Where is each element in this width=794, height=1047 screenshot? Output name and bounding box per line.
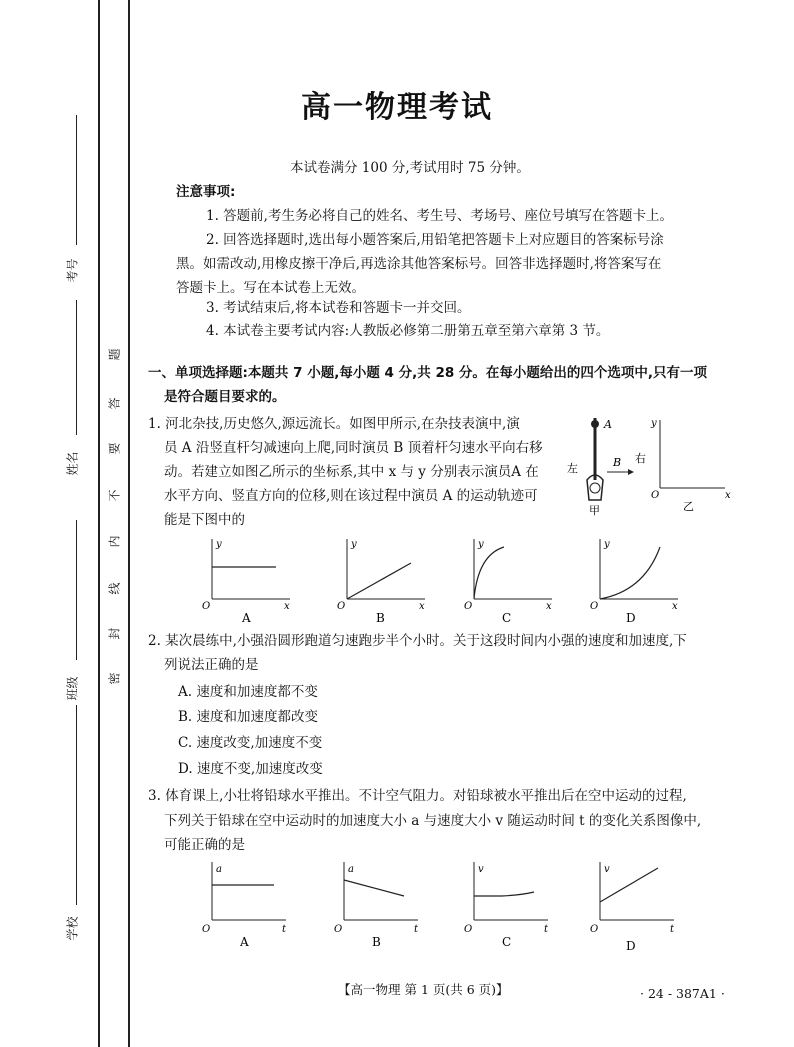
trajectory xyxy=(347,563,411,599)
note-line: 3. 考试结束后,将本试卷和答题卡一并交回。 xyxy=(206,300,471,316)
seal-char: 线 xyxy=(107,582,122,595)
page-title: 高一物理考试 xyxy=(301,90,493,125)
svg-text:y: y xyxy=(478,539,484,550)
field-school: 学校 xyxy=(65,916,80,941)
option-label: D xyxy=(626,939,636,953)
field-name: 姓名 xyxy=(65,451,80,476)
section-heading-cont: 是符合题目要求的。 xyxy=(164,389,286,405)
q1-graph-d xyxy=(590,539,678,612)
q2-option-d: D. 速度不变,加速度改变 xyxy=(178,761,323,777)
label-b: B xyxy=(613,456,622,469)
q3-text: 可能正确的是 xyxy=(164,837,245,853)
svg-text:x: x xyxy=(284,601,290,612)
q2-option-b: B. 速度和加速度都改变 xyxy=(178,709,319,725)
svg-text:O: O xyxy=(464,601,473,612)
svg-text:O: O xyxy=(590,924,599,935)
svg-text:y: y xyxy=(351,539,357,550)
svg-text:v: v xyxy=(478,864,484,875)
svg-text:t: t xyxy=(670,924,675,935)
svg-text:a: a xyxy=(348,864,354,875)
svg-text:x: x xyxy=(419,601,425,612)
svg-text:O: O xyxy=(651,490,660,501)
seal-char: 题 xyxy=(107,348,122,361)
label-a: A xyxy=(604,418,612,431)
svg-text:x: x xyxy=(672,601,678,612)
q2-text: 列说法正确的是 xyxy=(164,657,259,673)
svg-text:O: O xyxy=(464,924,473,935)
q1-figure xyxy=(565,410,745,520)
label-yi: 乙 xyxy=(683,500,694,513)
svg-text:O: O xyxy=(202,924,211,935)
seal-char: 要 xyxy=(107,442,122,455)
q1-text: 员 A 沿竖直杆匀减速向上爬,同时演员 B 顶着杆匀速水平向右移 xyxy=(164,440,543,456)
q1-text: 1. 河北杂技,历史悠久,源远流长。如图甲所示,在杂技表演中,演 xyxy=(148,416,520,432)
q1-option-graphs xyxy=(200,535,790,625)
svg-text:t: t xyxy=(544,924,549,935)
q3-option-graphs xyxy=(200,858,700,958)
option-label: C xyxy=(502,611,512,625)
note-line: 1. 答题前,考生务必将自己的姓名、考生号、考场号、座位号填写在答题卡上。 xyxy=(206,208,673,224)
svg-text:x: x xyxy=(546,601,552,612)
seal-char: 不 xyxy=(107,489,122,502)
q3-graph-c xyxy=(464,862,549,935)
page-footer: 【高一物理 第 1 页(共 6 页)】 xyxy=(338,982,509,997)
field-exam-number: 考号 xyxy=(65,258,80,283)
notes-heading: 注意事项: xyxy=(176,184,236,200)
seal-char: 密 xyxy=(107,672,122,685)
q2-text: 2. 某次晨练中,小强沿圆形跑道匀速跑步半个小时。关于这段时间内小强的速度和加速度,下 xyxy=(148,633,687,649)
q3-text: 下列关于铅球在空中运动时的加速度大小 a 与速度大小 v 随运动时间 t 的变化关系图像中, xyxy=(164,813,702,829)
field-line xyxy=(76,115,77,245)
svg-text:t: t xyxy=(414,924,419,935)
option-label: A xyxy=(242,611,251,625)
q2-option-a: A. 速度和加速度都不变 xyxy=(178,684,318,700)
q1-text: 动。若建立如图乙所示的坐标系,其中 x 与 y 分别表示演员A 在 xyxy=(164,464,539,480)
seal-char: 答 xyxy=(107,397,122,410)
option-label: D xyxy=(626,611,636,625)
field-line xyxy=(76,520,77,660)
margin-line-outer xyxy=(128,0,130,1047)
svg-text:O: O xyxy=(334,924,343,935)
label-right: 右 xyxy=(635,452,646,465)
paper-code: · 24 - 387A1 · xyxy=(640,986,725,1001)
q1-text: 水平方向、竖直方向的位移,则在该过程中演员 A 的运动轨迹可 xyxy=(164,488,538,504)
acrobat-a-icon xyxy=(591,420,599,428)
label-left: 左 xyxy=(567,462,578,475)
note-line: 4. 本试卷主要考试内容:人教版必修第二册第五章至第六章第 3 节。 xyxy=(206,323,610,339)
q3-graph-a xyxy=(202,862,287,935)
svg-text:y: y xyxy=(604,539,610,550)
q3-text: 3. 体育课上,小壮将铅球水平推出。不计空气阻力。对铅球被水平推出后在空中运动的过程, xyxy=(148,788,687,804)
seal-char: 封 xyxy=(107,627,122,640)
label-jia: 甲 xyxy=(589,504,600,517)
field-line xyxy=(76,300,77,435)
field-class: 班级 xyxy=(65,676,80,701)
margin-line-inner xyxy=(98,0,100,1047)
q1-graph-b xyxy=(337,539,425,612)
q1-graph-a xyxy=(202,539,290,612)
svg-text:O: O xyxy=(590,601,599,612)
q2-option-c: C. 速度改变,加速度不变 xyxy=(178,735,323,751)
option-label: C xyxy=(502,935,512,949)
q1-text: 能是下图中的 xyxy=(164,512,245,528)
section-heading: 一、单项选择题:本题共 7 小题,每小题 4 分,共 28 分。在每小题给出的四个选项中,只有一项 xyxy=(148,365,708,381)
svg-text:v: v xyxy=(604,864,610,875)
note-line: 黑。如需改动,用橡皮擦干净后,再选涂其他答案标号。回答非选择题时,将答案写在 xyxy=(176,256,662,272)
svg-text:y: y xyxy=(216,539,222,550)
svg-text:t: t xyxy=(282,924,287,935)
svg-text:O: O xyxy=(202,601,211,612)
note-line: 2. 回答选择题时,选出每小题答案后,用铅笔把答题卡上对应题目的答案标号涂 xyxy=(206,232,664,248)
seal-char: 内 xyxy=(107,535,122,548)
svg-text:O: O xyxy=(337,601,346,612)
option-label: A xyxy=(240,935,249,949)
trajectory xyxy=(600,547,660,599)
intro-text: 本试卷满分 100 分,考试用时 75 分钟。 xyxy=(290,160,530,176)
q1-graph-c xyxy=(464,539,552,612)
svg-text:y: y xyxy=(651,418,657,429)
svg-text:a: a xyxy=(216,864,222,875)
note-line: 答题卡上。写在本试卷上无效。 xyxy=(176,280,365,296)
svg-text:x: x xyxy=(725,490,731,501)
q3-graph-b xyxy=(334,862,419,935)
q3-graph-d xyxy=(590,862,675,935)
trajectory xyxy=(474,547,504,599)
field-line xyxy=(76,705,77,905)
option-label: B xyxy=(376,611,385,625)
option-label: B xyxy=(372,935,381,949)
